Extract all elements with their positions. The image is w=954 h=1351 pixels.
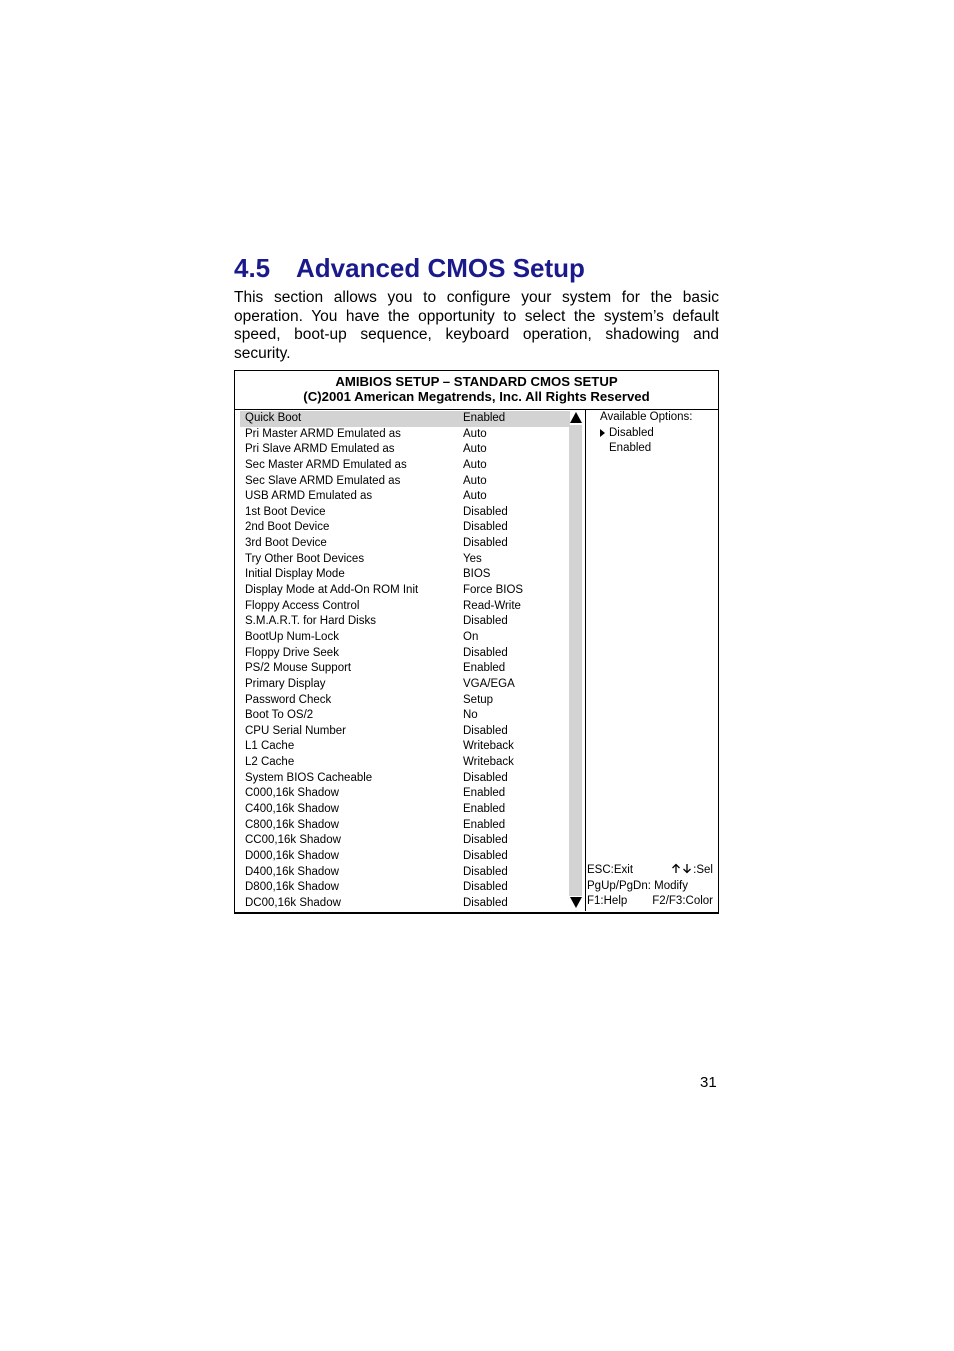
keys-row-exit-select: [587, 863, 713, 879]
setting-label: Floppy Access Control: [245, 599, 360, 612]
setting-row[interactable]: [240, 771, 570, 787]
setting-label: Pri Master ARMD Emulated as: [245, 427, 401, 440]
pgup-pgdn-modify-key: PgUp/PgDn: Modify: [587, 879, 688, 892]
setting-value[interactable]: Writeback: [463, 756, 514, 769]
setting-label: C000,16k Shadow: [245, 787, 339, 800]
setting-row[interactable]: [240, 708, 570, 724]
setting-label: D400,16k Shadow: [245, 865, 339, 878]
setting-label: Primary Display: [245, 677, 326, 690]
setting-value[interactable]: Disabled: [463, 537, 508, 550]
setting-value[interactable]: Disabled: [463, 849, 508, 862]
scroll-down-arrow-icon[interactable]: [570, 897, 582, 908]
setting-label: Sec Slave ARMD Emulated as: [245, 474, 401, 487]
setting-label: USB ARMD Emulated as: [245, 490, 373, 503]
setting-row[interactable]: [240, 661, 570, 677]
settings-list: [240, 411, 570, 912]
setting-value[interactable]: Setup: [463, 693, 494, 706]
setting-label: L1 Cache: [245, 740, 295, 753]
setting-value[interactable]: On: [463, 630, 479, 643]
setting-value[interactable]: Disabled: [463, 771, 508, 784]
setting-row[interactable]: [240, 693, 570, 709]
setting-row[interactable]: [240, 786, 570, 802]
setting-value[interactable]: Auto: [463, 458, 487, 471]
setting-row[interactable]: [240, 724, 570, 740]
up-down-arrows-icon: [671, 863, 693, 874]
setting-label: 1st Boot Device: [245, 505, 326, 518]
selected-option-pointer-icon: [600, 429, 605, 437]
setting-row[interactable]: [240, 739, 570, 755]
available-options-title: Available Options:: [600, 411, 693, 423]
setting-value[interactable]: Enabled: [463, 818, 506, 831]
setting-value[interactable]: Auto: [463, 427, 487, 440]
setting-value[interactable]: Disabled: [463, 865, 508, 878]
option-enabled[interactable]: Enabled: [609, 442, 652, 455]
bios-setup-screen: [234, 370, 719, 914]
setting-row[interactable]: [240, 505, 570, 521]
setting-value[interactable]: Enabled: [463, 803, 506, 816]
setting-label: 3rd Boot Device: [245, 537, 327, 550]
setting-label: S.M.A.R.T. for Hard Disks: [245, 615, 376, 628]
f1-help-key: F1:Help: [587, 895, 628, 908]
keys-row-help-color: [587, 894, 713, 910]
setting-label: CPU Serial Number: [245, 724, 346, 737]
setting-row[interactable]: [240, 880, 570, 896]
setting-label: Floppy Drive Seek: [245, 646, 339, 659]
setting-label: 2nd Boot Device: [245, 521, 330, 534]
setting-label: Sec Master ARMD Emulated as: [245, 458, 407, 471]
setting-label: CC00,16k Shadow: [245, 834, 341, 847]
setting-row[interactable]: [240, 458, 570, 474]
setting-label: Pri Slave ARMD Emulated as: [245, 443, 395, 456]
setting-label: D000,16k Shadow: [245, 849, 339, 862]
setting-label: Quick Boot: [245, 412, 302, 424]
setting-value[interactable]: Enabled: [463, 662, 506, 675]
setting-row[interactable]: [240, 474, 570, 490]
scroll-up-arrow-icon[interactable]: [570, 412, 582, 423]
setting-row[interactable]: [240, 865, 570, 881]
setting-value[interactable]: Disabled: [463, 505, 508, 518]
setting-row[interactable]: [240, 552, 570, 568]
intro-paragraph: This section allows you to configure your system for the basic operation. You have the opportunity to select the system’s default speed, boot-up sequence, keyboard operation, shadowing and security.: [234, 289, 719, 363]
setting-value[interactable]: Enabled: [463, 412, 506, 424]
setting-label: Password Check: [245, 693, 332, 706]
setting-row[interactable]: [240, 802, 570, 818]
setting-label: Try Other Boot Devices: [245, 552, 365, 565]
option-disabled[interactable]: Disabled: [600, 426, 654, 442]
scroll-track[interactable]: [569, 425, 582, 896]
setting-value[interactable]: Force BIOS: [463, 584, 524, 597]
setting-row[interactable]: [240, 833, 570, 849]
setting-label: C800,16k Shadow: [245, 818, 339, 831]
setting-row[interactable]: [240, 411, 570, 427]
scrollbar[interactable]: [568, 410, 585, 911]
setting-row[interactable]: [240, 755, 570, 771]
setting-row[interactable]: [240, 677, 570, 693]
setting-value[interactable]: Disabled: [463, 724, 508, 737]
setting-label: D800,16k Shadow: [245, 881, 339, 894]
setting-value[interactable]: Disabled: [463, 615, 508, 628]
select-key: :Sel: [671, 863, 713, 879]
setting-value[interactable]: VGA/EGA: [463, 677, 515, 690]
setting-row[interactable]: [240, 536, 570, 552]
help-panel: [586, 410, 718, 911]
setting-value[interactable]: Disabled: [463, 521, 508, 534]
setting-value[interactable]: Auto: [463, 490, 487, 503]
setting-label: Display Mode at Add-On ROM Init: [245, 584, 419, 597]
setting-row[interactable]: [240, 614, 570, 630]
section-title: Advanced CMOS Setup: [296, 253, 585, 283]
setting-value[interactable]: Disabled: [463, 646, 508, 659]
setting-value[interactable]: Yes: [463, 552, 482, 565]
setting-row[interactable]: [240, 646, 570, 662]
setting-value[interactable]: No: [463, 709, 478, 722]
setting-value[interactable]: Auto: [463, 474, 487, 487]
f2-f3-color-key: F2/F3:Color: [652, 895, 713, 908]
setting-row[interactable]: [240, 442, 570, 458]
setting-row[interactable]: [240, 599, 570, 615]
section-number: 4.5: [234, 253, 271, 283]
section-heading: [234, 253, 585, 284]
setting-label: DC00,16k Shadow: [245, 896, 341, 909]
setting-value[interactable]: Disabled: [463, 896, 508, 909]
bios-header: [235, 371, 718, 410]
setting-value[interactable]: Disabled: [463, 881, 508, 894]
setting-row[interactable]: [240, 630, 570, 646]
setting-label: L2 Cache: [245, 756, 295, 769]
setting-row[interactable]: [240, 567, 570, 583]
setting-row[interactable]: [240, 896, 570, 912]
setting-row[interactable]: [240, 427, 570, 443]
setting-value[interactable]: BIOS: [463, 568, 491, 581]
setting-label: C400,16k Shadow: [245, 803, 339, 816]
setting-row[interactable]: [240, 818, 570, 834]
setting-label: PS/2 Mouse Support: [245, 662, 352, 675]
setting-value[interactable]: Read-Write: [463, 599, 521, 612]
setting-label: BootUp Num-Lock: [245, 630, 339, 643]
setting-row[interactable]: [240, 520, 570, 536]
setting-label: Boot To OS/2: [245, 709, 314, 722]
setting-value[interactable]: Enabled: [463, 787, 506, 800]
esc-exit-key: ESC:Exit: [587, 864, 634, 876]
setting-label: Initial Display Mode: [245, 568, 345, 581]
setting-row[interactable]: [240, 489, 570, 505]
setting-value[interactable]: Writeback: [463, 740, 514, 753]
bios-header-copyright: (C)2001 American Megatrends, Inc. All Rights Reserved: [303, 388, 650, 404]
bios-header-title: AMIBIOS SETUP – STANDARD CMOS SETUP: [335, 374, 618, 389]
keys-row-modify: [587, 879, 713, 895]
setting-label: System BIOS Cacheable: [245, 771, 373, 784]
setting-row[interactable]: [240, 849, 570, 865]
setting-value[interactable]: Auto: [463, 443, 487, 456]
page-number: 31: [700, 1074, 717, 1091]
setting-row[interactable]: [240, 583, 570, 599]
setting-value[interactable]: Disabled: [463, 834, 508, 847]
bios-body: [235, 410, 718, 911]
